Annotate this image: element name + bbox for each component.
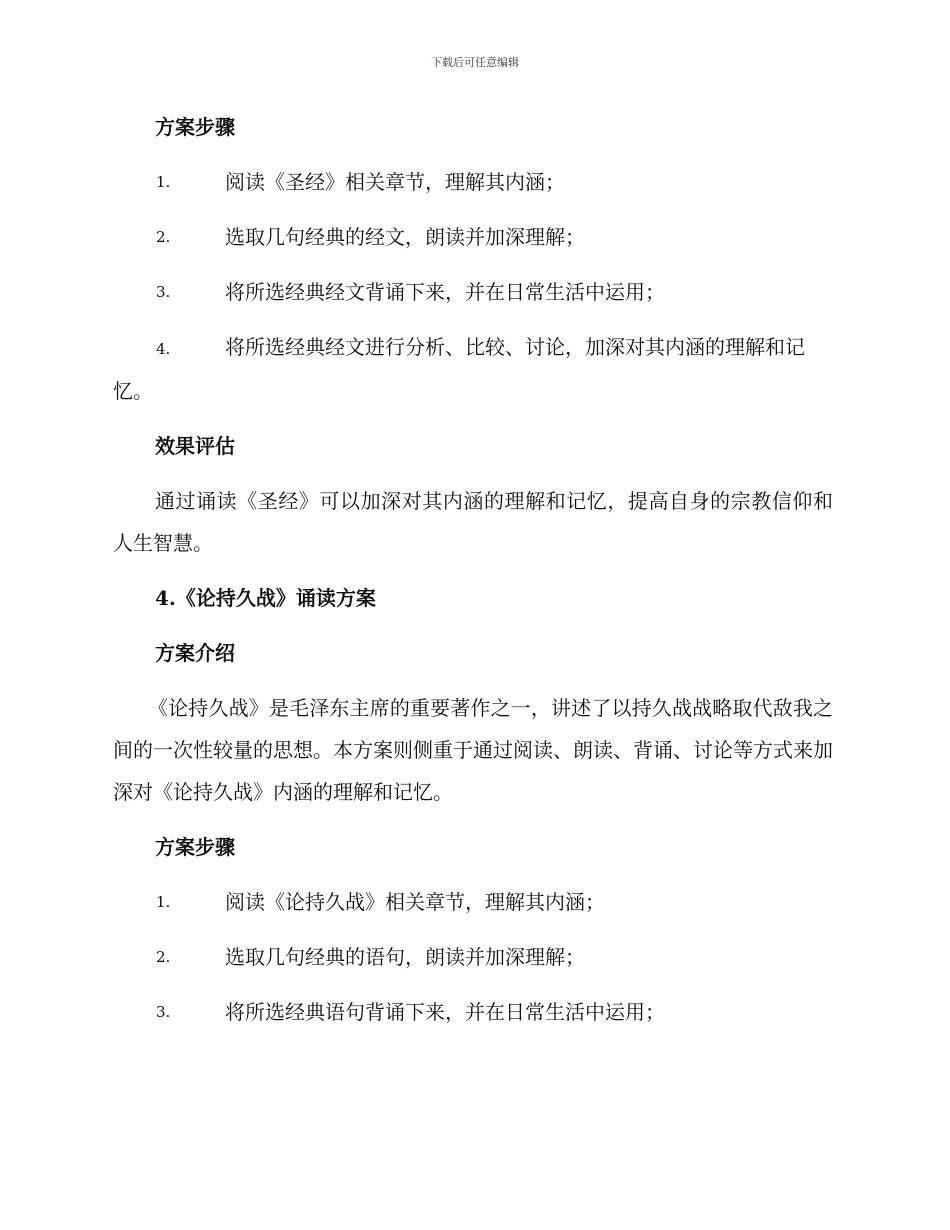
step-number: 3.	[156, 283, 171, 301]
document-body	[113, 112, 833, 1052]
intro-heading: 方案介绍	[155, 641, 235, 665]
step-text: 选取几句经典的经文，朗读并加深理解；	[225, 225, 585, 249]
step-number: 1.	[156, 173, 171, 191]
steps-heading: 方案步骤	[155, 115, 235, 139]
evaluation-heading: 效果评估	[155, 434, 235, 458]
step-number: 3.	[156, 1003, 171, 1021]
step-number: 2.	[156, 948, 171, 966]
step-item	[113, 997, 833, 1027]
intro-paragraph: 《论持久战》是毛泽东主席的重要著作之一，讲述了以持久战战略取代敌我之间的一次性较量的思想。本方案则侧重于通过阅读、朗读、背诵、讨论等方式来加深对《论持久战》内涵的理解和记忆。	[113, 696, 833, 804]
step-text: 选取几句经典的语句，朗读并加深理解；	[225, 945, 585, 969]
step-item	[113, 326, 833, 412]
step-item	[113, 222, 833, 252]
step-number: 4.	[156, 340, 171, 358]
step-number: 1.	[156, 893, 171, 911]
section-title: 4.《论持久战》诵读方案	[155, 586, 376, 610]
step-item	[113, 887, 833, 917]
steps-heading: 方案步骤	[155, 835, 235, 859]
step-item	[113, 167, 833, 197]
evaluation-paragraph: 通过诵读《圣经》可以加深对其内涵的理解和记忆，提高自身的宗教信仰和人生智慧。	[113, 489, 833, 555]
step-item	[113, 942, 833, 972]
step-item	[113, 277, 833, 307]
step-text: 阅读《圣经》相关章节，理解其内涵；	[225, 170, 565, 194]
step-number: 2.	[156, 228, 171, 246]
step-text: 阅读《论持久战》相关章节，理解其内涵；	[225, 890, 605, 914]
step-text: 将所选经典经文背诵下来，并在日常生活中运用；	[225, 280, 665, 304]
step-text: 将所选经典语句背诵下来，并在日常生活中运用；	[225, 1000, 665, 1024]
header-note: 下载后可任意编辑	[431, 56, 519, 69]
step-text: 将所选经典经文进行分析、比较、讨论，加深对其内涵的理解和记忆。	[113, 335, 805, 403]
